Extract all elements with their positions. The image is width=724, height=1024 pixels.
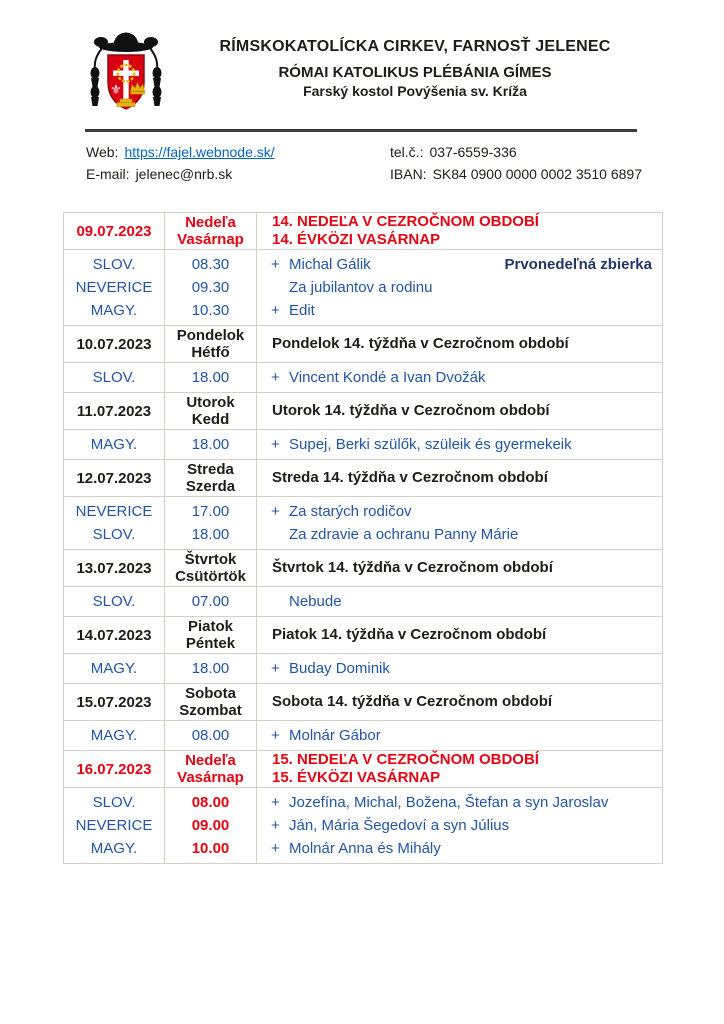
collection-note: Prvonedeľná zbierka (504, 256, 652, 273)
mass-entries-row (64, 721, 663, 751)
intention-text: Ján, Mária Šegedoví a syn Július (289, 817, 510, 834)
mass-time: 18.00 (191, 526, 230, 543)
feast-title-cell (257, 550, 663, 587)
day-name-line: Vasárnap (177, 769, 244, 786)
intention-text: Jozefína, Michal, Božena, Štefan a syn Jaroslav (289, 794, 609, 811)
mass-location: NEVERICE (75, 503, 153, 520)
time-cell (165, 587, 257, 617)
mass-location: MAGY. (90, 660, 138, 677)
mass-time: 08.00 (191, 727, 230, 744)
intention-text: Nebude (289, 593, 342, 610)
weekday-header-row (64, 326, 663, 363)
coat-of-arms-icon (86, 26, 166, 120)
mass-location: SLOV. (92, 593, 136, 610)
phone-value: 037-6559-336 (429, 144, 517, 160)
date-cell: 12.07.2023 (64, 460, 165, 497)
intention-text: Molnár Anna és Mihály (289, 840, 441, 857)
location-cell (64, 788, 165, 864)
contact-web-row (86, 141, 390, 163)
day-name-cell (165, 213, 257, 250)
mass-intention (271, 253, 654, 276)
plus-sign: + (271, 817, 280, 834)
mass-intention (271, 814, 654, 837)
intention-text: Za jubilantov a rodinu (289, 279, 433, 296)
date-cell: 10.07.2023 (64, 326, 165, 363)
website-link[interactable]: https://fajel.webnode.sk/ (124, 144, 275, 160)
location-cell (64, 363, 165, 393)
mass-time: 18.00 (191, 369, 230, 386)
mass-intention (271, 433, 654, 456)
feast-title-line: Štvrtok 14. týždňa v Cezročnom období (272, 559, 553, 576)
date-cell: 11.07.2023 (64, 393, 165, 430)
mass-intention (271, 590, 654, 613)
mass-location: SLOV. (92, 794, 136, 811)
day-name-line: Nedeľa (185, 214, 236, 231)
intention-cell (257, 430, 663, 460)
mass-intention (271, 657, 654, 680)
intention-text: Za zdravie a ochranu Panny Márie (289, 526, 519, 543)
day-name-line: Pondelok (176, 327, 245, 344)
plus-sign: + (271, 794, 280, 811)
weekday-header-row (64, 617, 663, 654)
intention-cell (257, 587, 663, 617)
intention-cell (257, 497, 663, 550)
time-cell (165, 654, 257, 684)
feast-title-line: 15. ÉVKÖZI VASÁRNAP (272, 769, 441, 786)
intention-cell (257, 363, 663, 393)
day-name-cell (165, 393, 257, 430)
time-cell (165, 250, 257, 326)
intention-text: Supej, Berki szülők, szüleik és gyermekeik (289, 436, 572, 453)
parish-title-hungarian: RÓMAI KATOLIKUS PLÉBÁNIA GÍMES (278, 64, 552, 81)
feast-title-cell (257, 751, 663, 788)
feast-title-line: Pondelok 14. týždňa v Cezročnom období (272, 335, 569, 352)
time-cell (165, 497, 257, 550)
date-cell: 13.07.2023 (64, 550, 165, 587)
mass-intention (271, 523, 654, 546)
mass-location: MAGY. (90, 436, 138, 453)
feast-title-cell (257, 393, 663, 430)
mass-location: MAGY. (90, 727, 138, 744)
plus-sign: + (271, 660, 280, 677)
mass-time: 17.00 (191, 503, 230, 520)
feast-title-line: Sobota 14. týždňa v Cezročnom období (272, 693, 553, 710)
date-cell: 14.07.2023 (64, 617, 165, 654)
svg-text:⚜: ⚜ (110, 83, 122, 98)
intention-text: Edit (289, 302, 315, 319)
feast-title-cell (257, 213, 663, 250)
mass-time: 09.00 (191, 817, 230, 834)
intention-cell (257, 654, 663, 684)
weekday-header-row (64, 684, 663, 721)
time-cell (165, 363, 257, 393)
date-cell: 09.07.2023 (64, 213, 165, 250)
plus-sign: + (271, 727, 280, 744)
day-name-cell (165, 460, 257, 497)
feast-title-line: 14. NEDEĽA V CEZROČNOM OBDOBÍ (272, 213, 539, 230)
feast-title-line: Piatok 14. týždňa v Cezročnom období (272, 626, 547, 643)
plus-sign: + (271, 369, 280, 386)
location-cell (64, 587, 165, 617)
sunday-header-row (64, 213, 663, 250)
intention-text: Vincent Kondé a Ivan Dvožák (289, 369, 486, 386)
mass-intention (271, 366, 654, 389)
weekday-header-row (64, 550, 663, 587)
intention-cell (257, 250, 663, 326)
letterhead-titles (166, 26, 664, 99)
day-name-line: Péntek (185, 635, 236, 652)
day-name-cell (165, 684, 257, 721)
mass-intention (271, 791, 654, 814)
plus-sign: + (271, 302, 280, 319)
intention-cell (257, 721, 663, 751)
phone-label: tel.č.: (390, 144, 424, 160)
plus-sign: + (271, 503, 280, 520)
date-cell: 15.07.2023 (64, 684, 165, 721)
iban-label: IBAN: (390, 166, 427, 182)
location-cell (64, 721, 165, 751)
mass-time: 18.00 (191, 660, 230, 677)
day-name-cell (165, 617, 257, 654)
feast-title-line: 15. NEDEĽA V CEZROČNOM OBDOBÍ (272, 751, 539, 768)
day-name-line: Sobota (185, 685, 236, 702)
plus-sign: + (271, 256, 280, 273)
mass-location: SLOV. (92, 526, 136, 543)
day-name-line: Piatok (187, 618, 233, 635)
contact-phone-row (390, 141, 642, 163)
web-label: Web: (86, 144, 119, 160)
mass-location: SLOV. (92, 369, 136, 386)
location-cell (64, 654, 165, 684)
day-name-cell (165, 550, 257, 587)
plus-sign: + (271, 436, 280, 453)
intention-text: Molnár Gábor (289, 727, 381, 744)
mass-time: 08.00 (191, 794, 230, 811)
intention-cell (257, 788, 663, 864)
church-subtitle: Farský kostol Povýšenia sv. Kríža (303, 83, 527, 99)
weekday-header-row (64, 460, 663, 497)
mass-intention (271, 276, 654, 299)
contact-right-column (390, 141, 642, 185)
time-cell (165, 788, 257, 864)
email-value: jelenec@nrb.sk (135, 166, 233, 182)
weekday-header-row (64, 393, 663, 430)
day-name-line: Štvrtok (184, 551, 237, 568)
date-cell: 16.07.2023 (64, 751, 165, 788)
mass-entries-row (64, 587, 663, 617)
mass-time: 09.30 (191, 279, 230, 296)
location-cell (64, 250, 165, 326)
mass-entries-row (64, 788, 663, 864)
intention-text: Buday Dominik (289, 660, 390, 677)
mass-location: SLOV. (92, 256, 136, 273)
location-cell (64, 497, 165, 550)
email-label: E-mail: (86, 166, 130, 182)
mass-entries-row (64, 250, 663, 326)
mass-time: 10.00 (191, 840, 230, 857)
mass-intention (271, 837, 654, 860)
feast-title-line: Utorok 14. týždňa v Cezročnom období (272, 402, 550, 419)
mass-time: 10.30 (191, 302, 230, 319)
day-name-line: Szombat (179, 702, 242, 719)
mass-time: 07.00 (191, 593, 230, 610)
mass-time: 08.30 (191, 256, 230, 273)
day-name-line: Szerda (185, 478, 236, 495)
time-cell (165, 430, 257, 460)
day-name-line: Hétfő (191, 344, 230, 361)
day-name-line: Utorok (186, 394, 235, 411)
mass-intention (271, 299, 654, 322)
day-name-cell (165, 751, 257, 788)
day-name-line: Vasárnap (177, 231, 244, 248)
iban-value: SK84 0900 0000 0002 3510 6897 (432, 166, 642, 182)
header-divider-line (85, 129, 637, 132)
sunday-header-row (64, 751, 663, 788)
mass-intention (271, 500, 654, 523)
mass-location: MAGY. (90, 840, 138, 857)
feast-title-cell (257, 326, 663, 363)
day-name-line: Streda (187, 461, 234, 478)
mass-schedule-table (63, 212, 663, 864)
time-cell (165, 721, 257, 751)
contact-iban-row (390, 163, 642, 185)
intention-text: Michal Gálik (289, 256, 371, 273)
mass-entries-row (64, 654, 663, 684)
feast-title-cell (257, 460, 663, 497)
day-name-line: Nedeľa (185, 752, 236, 769)
contact-email-row (86, 163, 390, 185)
letterhead (0, 0, 724, 120)
feast-title-line: 14. ÉVKÖZI VASÁRNAP (272, 231, 441, 248)
plus-sign: + (271, 840, 280, 857)
mass-entries-row (64, 430, 663, 460)
contact-block (86, 141, 724, 185)
day-name-line: Kedd (191, 411, 230, 428)
mass-entries-row (64, 363, 663, 393)
feast-title-cell (257, 684, 663, 721)
parish-title-slovak: RÍMSKOKATOLÍCKA CIRKEV, FARNOSŤ JELENEC (219, 38, 611, 55)
intention-text: Za starých rodičov (289, 503, 412, 520)
day-name-cell (165, 326, 257, 363)
feast-title-cell (257, 617, 663, 654)
feast-title-line: Streda 14. týždňa v Cezročnom období (272, 469, 548, 486)
day-name-line: Csütörtök (175, 568, 246, 585)
mass-entries-row (64, 497, 663, 550)
mass-time: 18.00 (191, 436, 230, 453)
mass-location: MAGY. (90, 302, 138, 319)
mass-location: NEVERICE (75, 279, 153, 296)
location-cell (64, 430, 165, 460)
mass-location: NEVERICE (75, 817, 153, 834)
contact-left-column (86, 141, 390, 185)
mass-intention (271, 724, 654, 747)
